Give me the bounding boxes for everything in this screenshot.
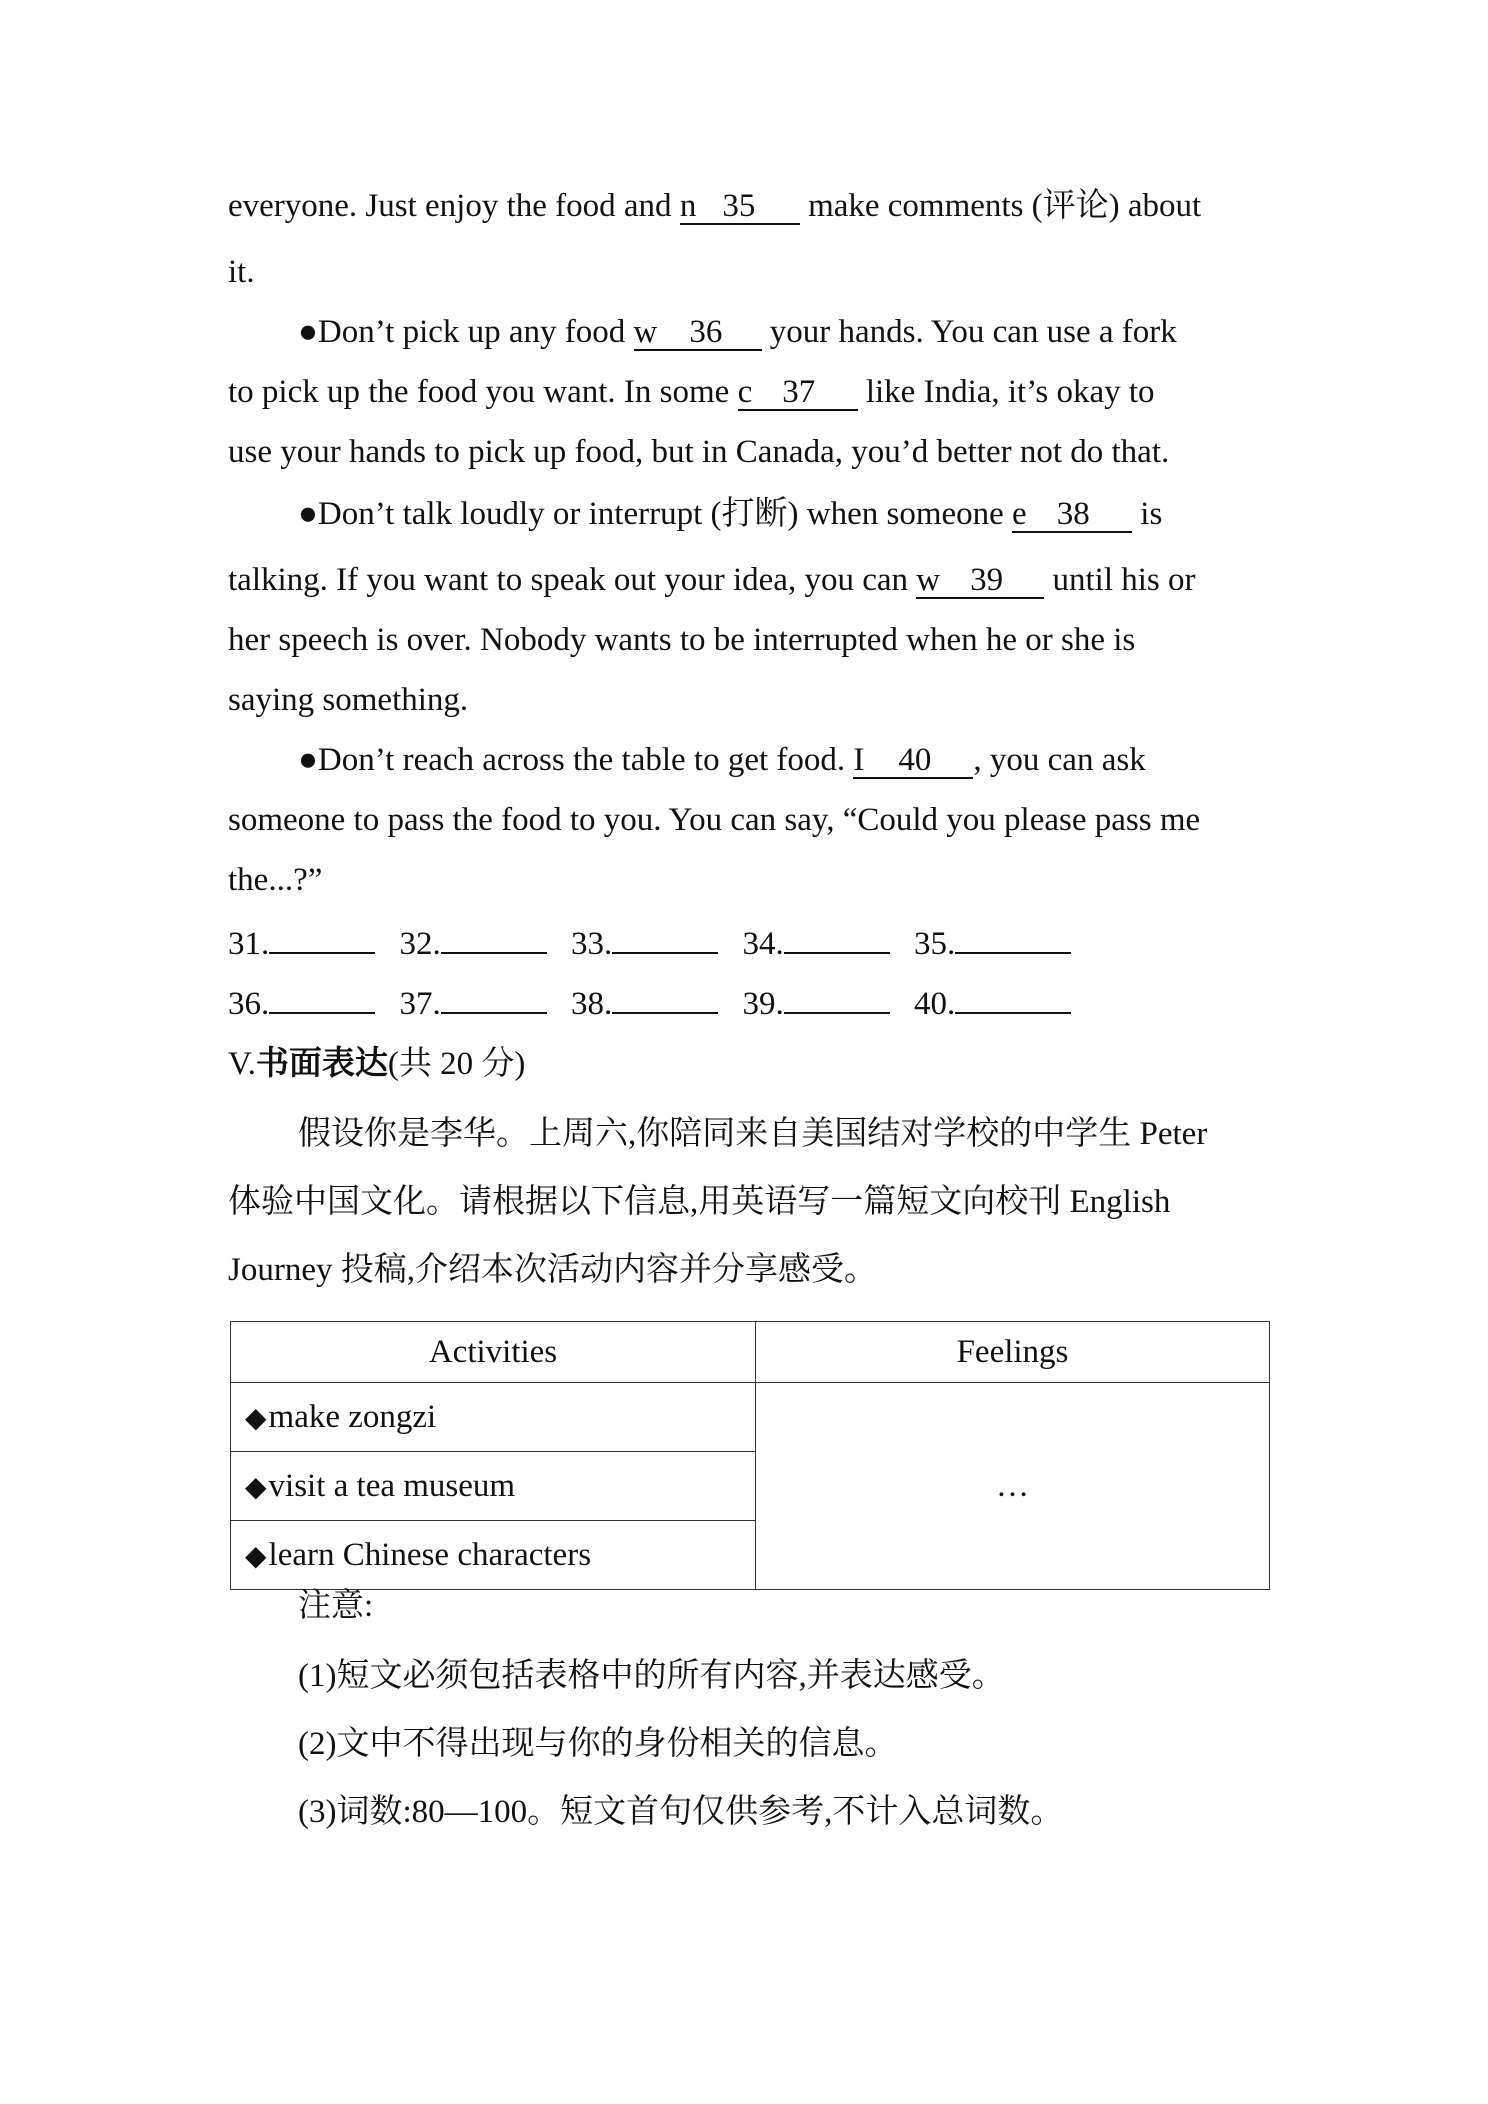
activity-text: make zongzi <box>268 1398 437 1435</box>
answer-label: 36. <box>228 986 270 1022</box>
blank-37 <box>738 375 858 411</box>
notes-title: 注意: <box>298 1588 374 1624</box>
blank-letter: n <box>679 188 697 224</box>
diamond-bullet-icon: ◆ <box>245 1469 267 1503</box>
passage-line-3 <box>298 312 1177 352</box>
activity-text: visit a tea museum <box>268 1467 516 1504</box>
note-2: (2)文中不得出现与你的身份相关的信息。 <box>298 1726 898 1762</box>
passage-line-9: saying something. <box>228 682 469 718</box>
passage-text: your hands. You can use a fork <box>761 314 1177 350</box>
table-header-feelings: Feelings <box>756 1322 1270 1383</box>
blank-number: 35 <box>722 188 756 224</box>
passage-line-5: use your hands to pick up food, but in Canada, you’d better not do that. <box>228 434 1170 470</box>
blank-number: 37 <box>782 374 816 410</box>
passage-line-10 <box>298 740 1146 780</box>
passage-line-8: her speech is over. Nobody wants to be interrupted when he or she is <box>228 622 1136 658</box>
passage-text: ●Don’t reach across the table to get food. <box>298 742 854 778</box>
blank-39 <box>916 563 1044 599</box>
passage-text: like India, it’s okay to <box>857 374 1155 410</box>
passage-line-4 <box>228 372 1155 412</box>
passage-line-11: someone to pass the food to you. You can say, “Could you please pass me <box>228 802 1201 838</box>
activity-text: learn Chinese characters <box>268 1536 592 1573</box>
passage-line-1 <box>228 186 1201 226</box>
answer-label: 35. <box>914 926 956 962</box>
section-number: V. <box>228 1046 256 1082</box>
passage-line-12: the...?” <box>228 862 323 898</box>
blank-letter: w <box>916 562 941 598</box>
answer-blank[interactable] <box>269 982 375 1014</box>
note-3: (3)词数:80—100。短文首句仅供参考,不计入总词数。 <box>298 1794 1064 1830</box>
task-line-2: 体验中国文化。请根据以下信息,用英语写一篇短文向校刊 English <box>228 1184 1171 1220</box>
passage-text: until his or <box>1044 562 1196 598</box>
blank-35 <box>680 189 800 225</box>
diamond-bullet-icon: ◆ <box>245 1400 267 1434</box>
blank-40 <box>853 743 973 779</box>
answer-blank[interactable] <box>955 922 1071 954</box>
activity-cell <box>231 1383 756 1452</box>
diamond-bullet-icon: ◆ <box>245 1538 267 1572</box>
task-line-3: Journey 投稿,介绍本次活动内容并分享感受。 <box>228 1252 877 1288</box>
passage-text: everyone. Just enjoy the food and <box>228 188 680 224</box>
task-line-1: 假设你是李华。上周六,你陪同来自美国结对学校的中学生 Peter <box>298 1116 1208 1152</box>
blank-number: 36 <box>689 314 723 350</box>
answer-label: 40. <box>914 986 956 1022</box>
passage-line-2: it. <box>228 254 255 290</box>
passage-text: talking. If you want to speak out your idea, you can <box>228 562 917 598</box>
passage-text: , you can ask <box>973 742 1146 778</box>
blank-letter: I <box>853 742 865 778</box>
answer-label: 34. <box>742 926 784 962</box>
blank-38 <box>1012 497 1132 533</box>
blank-number: 40 <box>898 742 932 778</box>
answer-blank[interactable] <box>784 982 890 1014</box>
table-row <box>231 1383 1270 1452</box>
answer-label: 38. <box>571 986 613 1022</box>
answer-blank[interactable] <box>955 982 1071 1014</box>
blank-letter: w <box>633 314 658 350</box>
answer-blank[interactable] <box>784 922 890 954</box>
passage-text: make comments (评论) about <box>799 188 1202 224</box>
section-heading <box>228 1044 525 1084</box>
answer-blank[interactable] <box>269 922 375 954</box>
blank-number: 39 <box>970 562 1004 598</box>
answer-blank[interactable] <box>612 982 718 1014</box>
answer-label: 33. <box>571 926 613 962</box>
activities-table <box>230 1321 1270 1590</box>
table-header-activities: Activities <box>231 1322 756 1383</box>
blank-36 <box>634 315 762 351</box>
section-title: 书面表达 <box>255 1046 388 1082</box>
answer-row-1 <box>228 922 1087 964</box>
activity-cell <box>231 1452 756 1521</box>
answer-label: 39. <box>742 986 784 1022</box>
note-1: (1)短文必须包括表格中的所有内容,并表达感受。 <box>298 1658 1005 1694</box>
passage-text: ●Don’t pick up any food <box>298 314 634 350</box>
feelings-cell: … <box>756 1383 1270 1590</box>
passage-line-6 <box>298 494 1162 534</box>
passage-text: is <box>1132 496 1163 532</box>
answer-row-2 <box>228 982 1087 1024</box>
passage-text: to pick up the food you want. In some <box>228 374 738 410</box>
answer-label: 32. <box>399 926 441 962</box>
answer-blank[interactable] <box>441 982 547 1014</box>
passage-line-7 <box>228 560 1196 600</box>
activity-cell <box>231 1521 756 1590</box>
answer-blank[interactable] <box>441 922 547 954</box>
answer-label: 37. <box>399 986 441 1022</box>
answer-blank[interactable] <box>612 922 718 954</box>
section-score: (共 20 分) <box>387 1046 526 1082</box>
blank-number: 38 <box>1056 496 1090 532</box>
answer-label: 31. <box>228 926 270 962</box>
blank-letter: e <box>1012 496 1027 532</box>
blank-letter: c <box>737 374 753 410</box>
table-header-row <box>231 1322 1270 1383</box>
passage-text: ●Don’t talk loudly or interrupt (打断) when someone <box>298 496 1013 532</box>
